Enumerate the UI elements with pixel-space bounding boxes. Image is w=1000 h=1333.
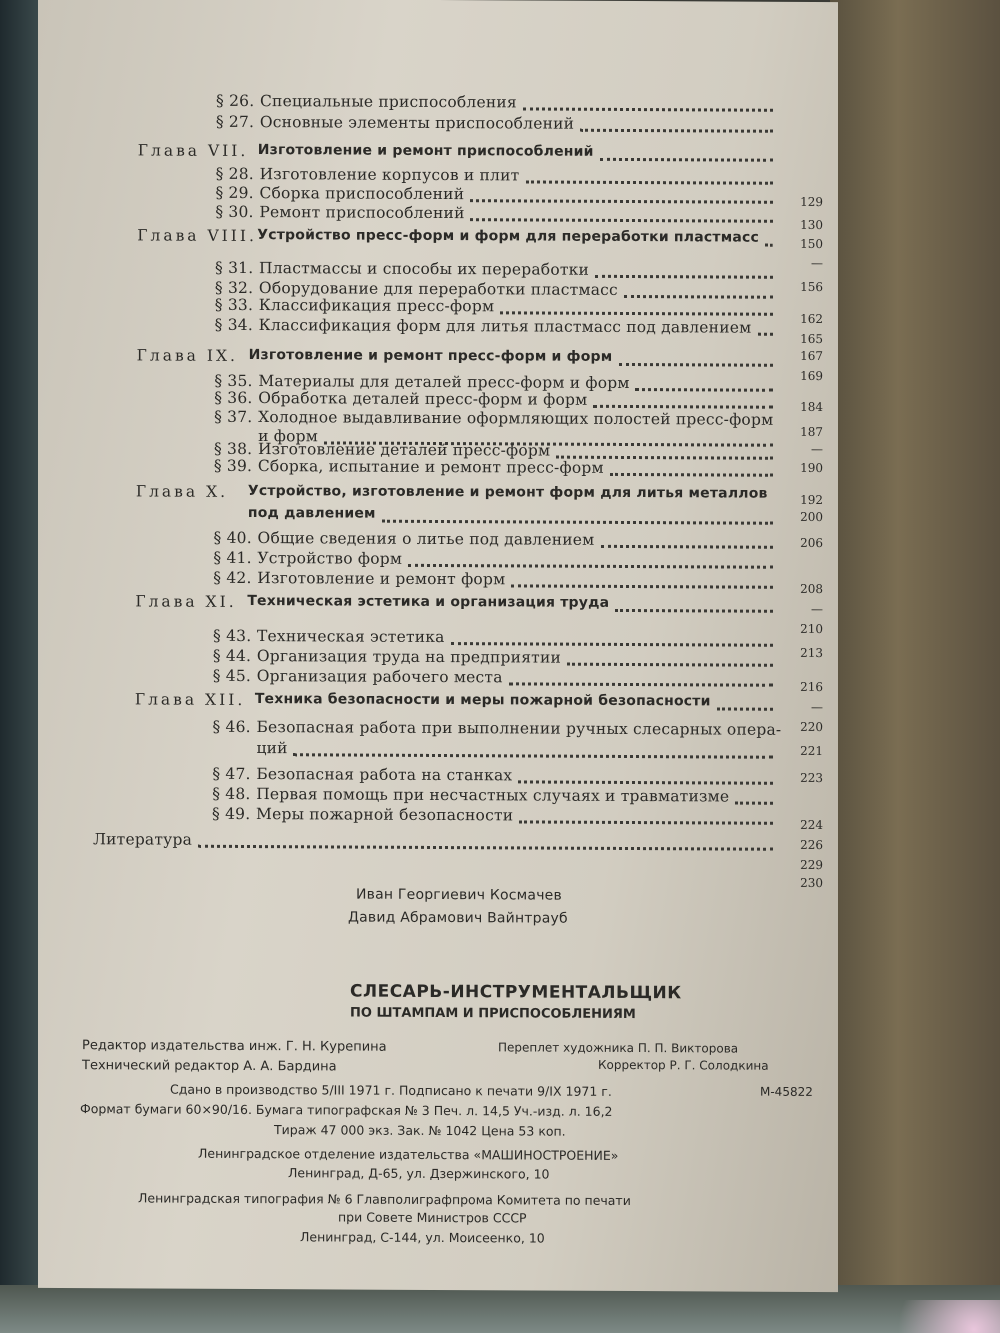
toc-chapter-title: Изготовление и ремонт пресс-форм и форм [248,347,613,365]
toc-section-title: Техническая эстетика [257,627,445,647]
toc-page-number: 130 [800,217,823,233]
toc-section-title: Оборудование для переработки пластмасс [258,279,618,299]
toc-entry-number: § 34. [214,315,253,335]
toc-section-title: Классификация форм для литья пластмасс под давлением [258,316,752,337]
toc-page-number: 220 [800,719,823,735]
toc-page-number: 224 [800,817,823,833]
book-title: СЛЕСАРЬ-ИНСТРУМЕНТАЛЬЩИК [350,981,682,1004]
imprint-printer: Ленинградская типография № 6 Главполиграфпрома Комитета по печати [138,1190,631,1209]
toc-section-title: Изготовление деталей пресс-форм [257,440,551,460]
author-1: Иван Георгиевич Космачев [356,886,562,904]
toc-leader-dots [382,514,773,525]
toc-leader-dots [619,357,773,367]
toc-section-title: Обработка деталей пресс-форм и форм [258,389,588,409]
toc-section-title: Организация труда на предприятии [256,647,562,667]
toc-entry-number: § 29. [215,183,254,203]
imprint-printer-2: при Совете Министров СССР [338,1209,527,1226]
toc-entry-number: Глава X. [135,482,229,501]
toc-leader-dots [600,152,773,162]
toc-entry-number: § 47. [212,764,251,784]
toc-leader-dots [198,839,773,851]
toc-entry-number: § 41. [213,548,252,568]
toc-page-number: 192 [800,492,823,508]
toc-entry-number: § 38. [213,439,253,459]
toc-entry-number: § 31. [215,258,254,278]
toc-leader-dots [470,193,773,204]
toc-page-number: 184 [800,399,823,415]
toc-page-number: 156 [800,279,823,295]
toc-section-title: Сборка приспособлений [259,184,465,204]
book-subtitle: ПО ШТАМПАМ И ПРИСПОСОБЛЕНИЯМ [350,1005,636,1023]
imprint-corrector: Корректор Р. Г. Солодкина [598,1057,769,1073]
toc-section-title: Общие сведения о литье под давлением [257,529,595,549]
toc-entry-continuation: ций [256,739,288,758]
toc-leader-dots [470,212,773,223]
toc-section-title: Классификация пресс-форм [258,296,495,316]
toc-section-title: Организация рабочего места [256,667,503,687]
toc-chapter-title: Устройство, изготовление и ремонт форм для литья металлов [247,483,768,502]
imprint-publisher-address: Ленинград, Д-65, ул. Дзержинского, 10 [288,1165,550,1182]
toc-section-title: Первая помощь при несчастных случаях и травматизме [256,785,730,806]
toc-section-title: Специальные приспособления [260,92,517,112]
background-bottom [0,1285,1000,1333]
toc-section-title: Холодное выдавливание оформляющих полостей пресс-форм [258,408,774,429]
toc-leader-dots [758,327,773,336]
toc-section-title: Пластмассы и способы их переработки [259,259,590,279]
toc-page-number: — [811,441,823,457]
toc-page-number: 162 [800,311,823,327]
screen-glare [870,1300,1000,1333]
toc-page-number: — [811,255,823,271]
toc-leader-dots [509,676,773,686]
toc-leader-dots [624,289,773,299]
toc-page-number: 223 [800,770,823,786]
toc-leader-dots [610,467,773,477]
toc-entry-number: § 48. [212,784,251,804]
toc-entry-number: § 46. [212,717,251,737]
toc-leader-dots [595,269,773,279]
toc-entry-number: § 42. [213,568,252,588]
imprint-tech-editor: Технический редактор А. А. Бардина [82,1058,337,1075]
toc-leader-dots [451,636,773,647]
toc-entry-number: Глава XI. [135,592,237,611]
toc-page-number: 213 [800,645,823,661]
toc-entry-number: Глава IX. [136,346,238,365]
toc-entry-number: § 40. [213,528,252,548]
toc-entry-number: Глава XII. [134,690,246,709]
imprint-editor: Редактор издательства инж. Г. Н. Курепина [82,1038,387,1055]
toc-leader-dots [580,123,773,133]
toc-leader-dots [293,747,773,759]
toc-leader-dots [500,305,773,315]
toc-entry-number: § 49. [212,804,251,824]
toc-leader-dots [735,796,773,805]
toc-page-number: 216 [800,679,823,695]
imprint-dates: Сдано в производство 5/III 1971 г. Подписано к печати 9/IX 1971 г. [170,1081,612,1099]
toc-entry-number: § 26. [216,91,255,111]
toc-page-number: 226 [800,837,823,853]
toc-chapter-title: Изготовление и ремонт приспособлений [257,142,594,160]
toc-page-number: 200 [800,509,823,525]
toc-section-title: Материалы для деталей пресс-форм и форм [258,372,630,393]
toc-leader-dots [601,539,773,549]
toc-page-number: 190 [800,460,823,476]
toc-page-number: — [811,601,823,617]
toc-page-number: 150 [800,236,823,252]
toc-chapter-title: Техника безопасности и меры пожарной безопасности [254,691,711,710]
toc-leader-dots [717,701,773,710]
table-of-contents [38,0,838,891]
toc-entry-number: § 43. [213,626,252,646]
toc-leader-dots [635,382,773,392]
imprint-printer-address: Ленинград, С-144, ул. Моисеенко, 10 [300,1229,545,1246]
imprint-binding: Переплет художника П. П. Викторова [498,1040,739,1056]
toc-page-number: 229 [800,857,823,873]
toc-entry-number: § 28. [215,164,254,184]
toc-section-title: Основные элементы приспособлений [259,113,575,133]
toc-page-number: 129 [800,194,823,210]
toc-entry-number: § 27. [215,112,255,132]
toc-page-number: 210 [800,621,823,637]
toc-section-title: Меры пожарной безопасности [256,805,514,825]
toc-page-number: 208 [800,581,823,597]
toc-literature: Литература [93,830,193,849]
toc-entry-number: § 45. [212,666,252,686]
imprint-publisher: Ленинградское отделение издательства «МАШИНОСТРОЕНИЕ» [198,1145,619,1163]
toc-page-number: 165 [800,331,823,347]
toc-entry-number: § 37. [214,407,253,427]
toc-entry-number: § 44. [212,646,252,666]
book-page [38,0,838,1292]
background-left [0,0,40,1333]
toc-chapter-title: Техническая эстетика и организация труда [247,593,610,611]
toc-entry-number: § 30. [215,202,254,222]
toc-leader-dots [593,399,773,409]
toc-leader-dots [526,174,773,184]
toc-page-number: 206 [800,535,823,551]
toc-leader-dots [523,101,773,111]
toc-entry-continuation: под давлением [247,505,376,522]
toc-leader-dots [567,657,773,667]
author-2: Давид Абрамович Вайнтрауб [348,909,568,927]
toc-page-number: 167 [800,348,823,364]
toc-page-number: 221 [800,743,823,759]
toc-leader-dots [511,578,773,588]
toc-entry-continuation: и форм [258,427,318,446]
toc-page-number: — [811,699,823,715]
toc-entry-number: § 39. [213,456,253,476]
toc-section-title: Изготовление корпусов и плит [259,165,520,185]
toc-section-title: Устройство форм [257,549,403,568]
imprint-code: М-45822 [760,1084,813,1099]
toc-page-number: 230 [800,875,823,891]
toc-section-title: Ремонт приспособлений [259,203,465,223]
toc-section-title: Безопасная работа при выполнении ручных слесарных опера- [256,718,782,739]
toc-chapter-title: Устройство пресс-форм и форм для переработки пластмасс [257,227,759,246]
toc-entry-number: § 32. [214,278,254,298]
toc-leader-dots [518,774,773,784]
toc-leader-dots [519,814,773,824]
toc-entry-number: § 35. [214,371,253,391]
toc-leader-dots [765,238,773,247]
toc-leader-dots [615,603,773,613]
imprint-format: Формат бумаги 60×90/16. Бумага типографская № 3 Печ. л. 14,5 Уч.-изд. л. 16,2 [80,1101,613,1119]
toc-page-number: 187 [800,424,823,440]
toc-entry-number: § 36. [214,388,253,408]
toc-leader-dots [408,558,773,569]
toc-entry-number: § 33. [214,295,254,315]
toc-entry-number: Глава VII. [137,141,249,161]
toc-entry-number: Глава VIII. [137,226,257,246]
imprint-run: Тираж 47 000 экз. Зак. № 1042 Цена 53 коп. [274,1122,566,1139]
toc-section-title: Безопасная работа на станках [256,765,513,785]
toc-section-title: Изготовление и ремонт форм [257,569,506,589]
toc-page-number: 169 [800,368,823,384]
background-right [830,0,1000,1333]
toc-section-title: Сборка, испытание и ремонт пресс-форм [257,457,604,477]
